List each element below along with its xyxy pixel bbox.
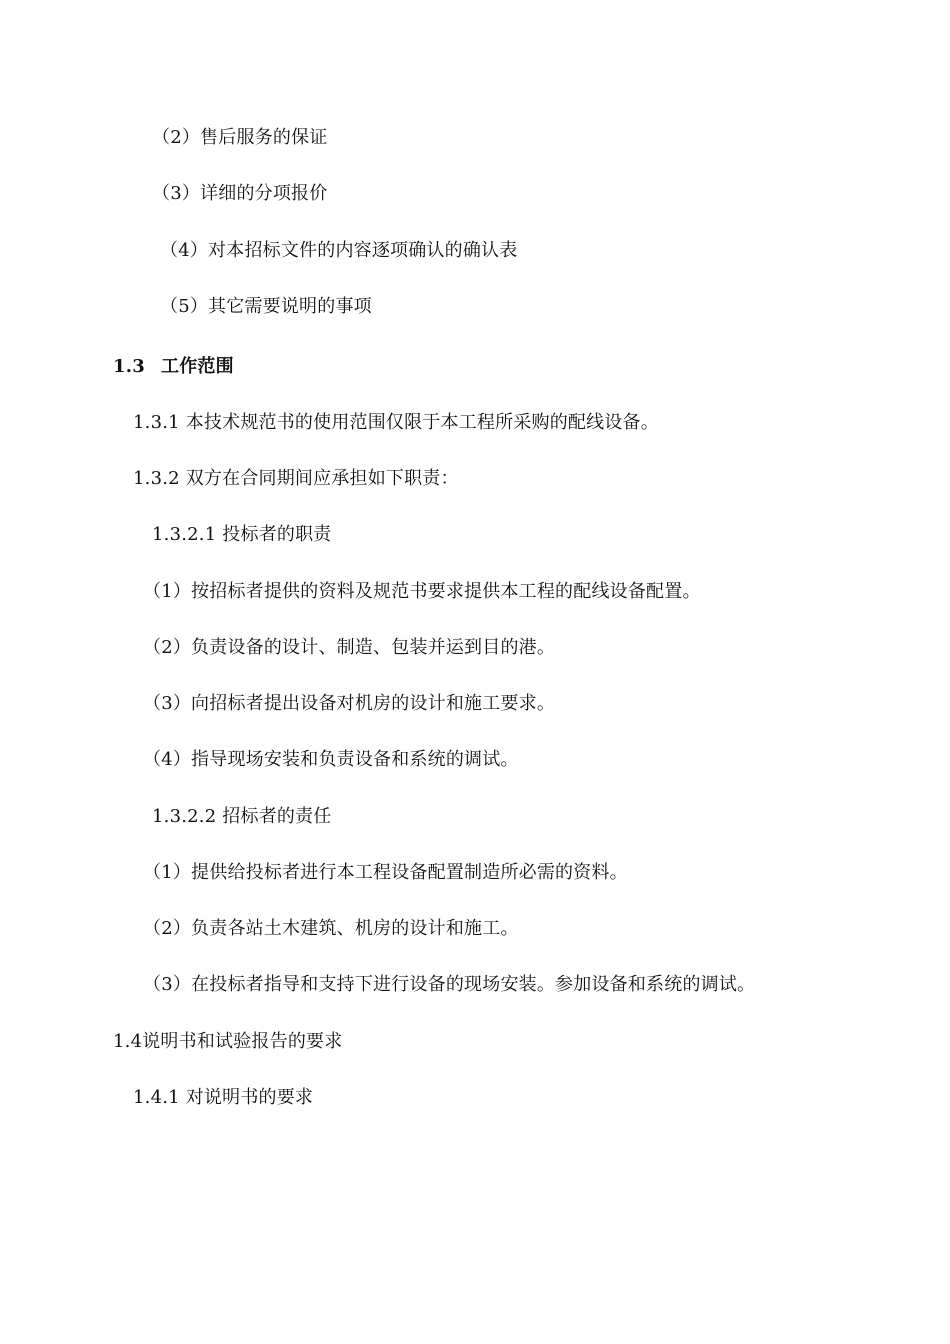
item-4-confirmation-table: （4）对本招标文件的内容逐项确认的确认表 [160, 240, 518, 261]
section-title: 工作范围 [161, 356, 234, 377]
clause-1-3-2-2: 1.3.2.2 招标者的责任 [152, 806, 332, 827]
clause-1-3-2: 1.3.2 双方在合同期间应承担如下职责： [133, 468, 459, 489]
tenderer-duty-3: （3）在投标者指导和支持下进行设备的现场安装。参加设备和系统的调试。 [143, 974, 756, 995]
item-3-itemized-quote: （3）详细的分项报价 [152, 183, 328, 204]
tenderer-duty-1: （1）提供给投标者进行本工程设备配置制造所必需的资料。 [143, 862, 628, 883]
bidder-duty-2: （2）负责设备的设计、制造、包装并运到目的港。 [143, 637, 556, 658]
clause-1-3-1: 1.3.1 本技术规范书的使用范围仅限于本工程所采购的配线设备。 [133, 412, 659, 433]
bidder-duty-4: （4）指导现场安装和负责设备和系统的调试。 [143, 749, 519, 770]
clause-1-4-1: 1.4.1 对说明书的要求 [133, 1087, 314, 1108]
bidder-duty-1: （1）按招标者提供的资料及规范书要求提供本工程的配线设备配置。 [143, 581, 701, 602]
section-heading-1-3 [113, 355, 234, 379]
clause-1-3-2-1: 1.3.2.1 投标者的职责 [152, 524, 332, 545]
item-2-after-sales: （2）售后服务的保证 [152, 127, 328, 148]
item-5-other-matters: （5）其它需要说明的事项 [160, 296, 372, 317]
section-heading-1-4: 1.4说明书和试验报告的要求 [113, 1031, 343, 1052]
section-number: 1.3 [113, 356, 145, 377]
tenderer-duty-2: （2）负责各站土木建筑、机房的设计和施工。 [143, 918, 519, 939]
bidder-duty-3: （3）向招标者提出设备对机房的设计和施工要求。 [143, 693, 556, 714]
